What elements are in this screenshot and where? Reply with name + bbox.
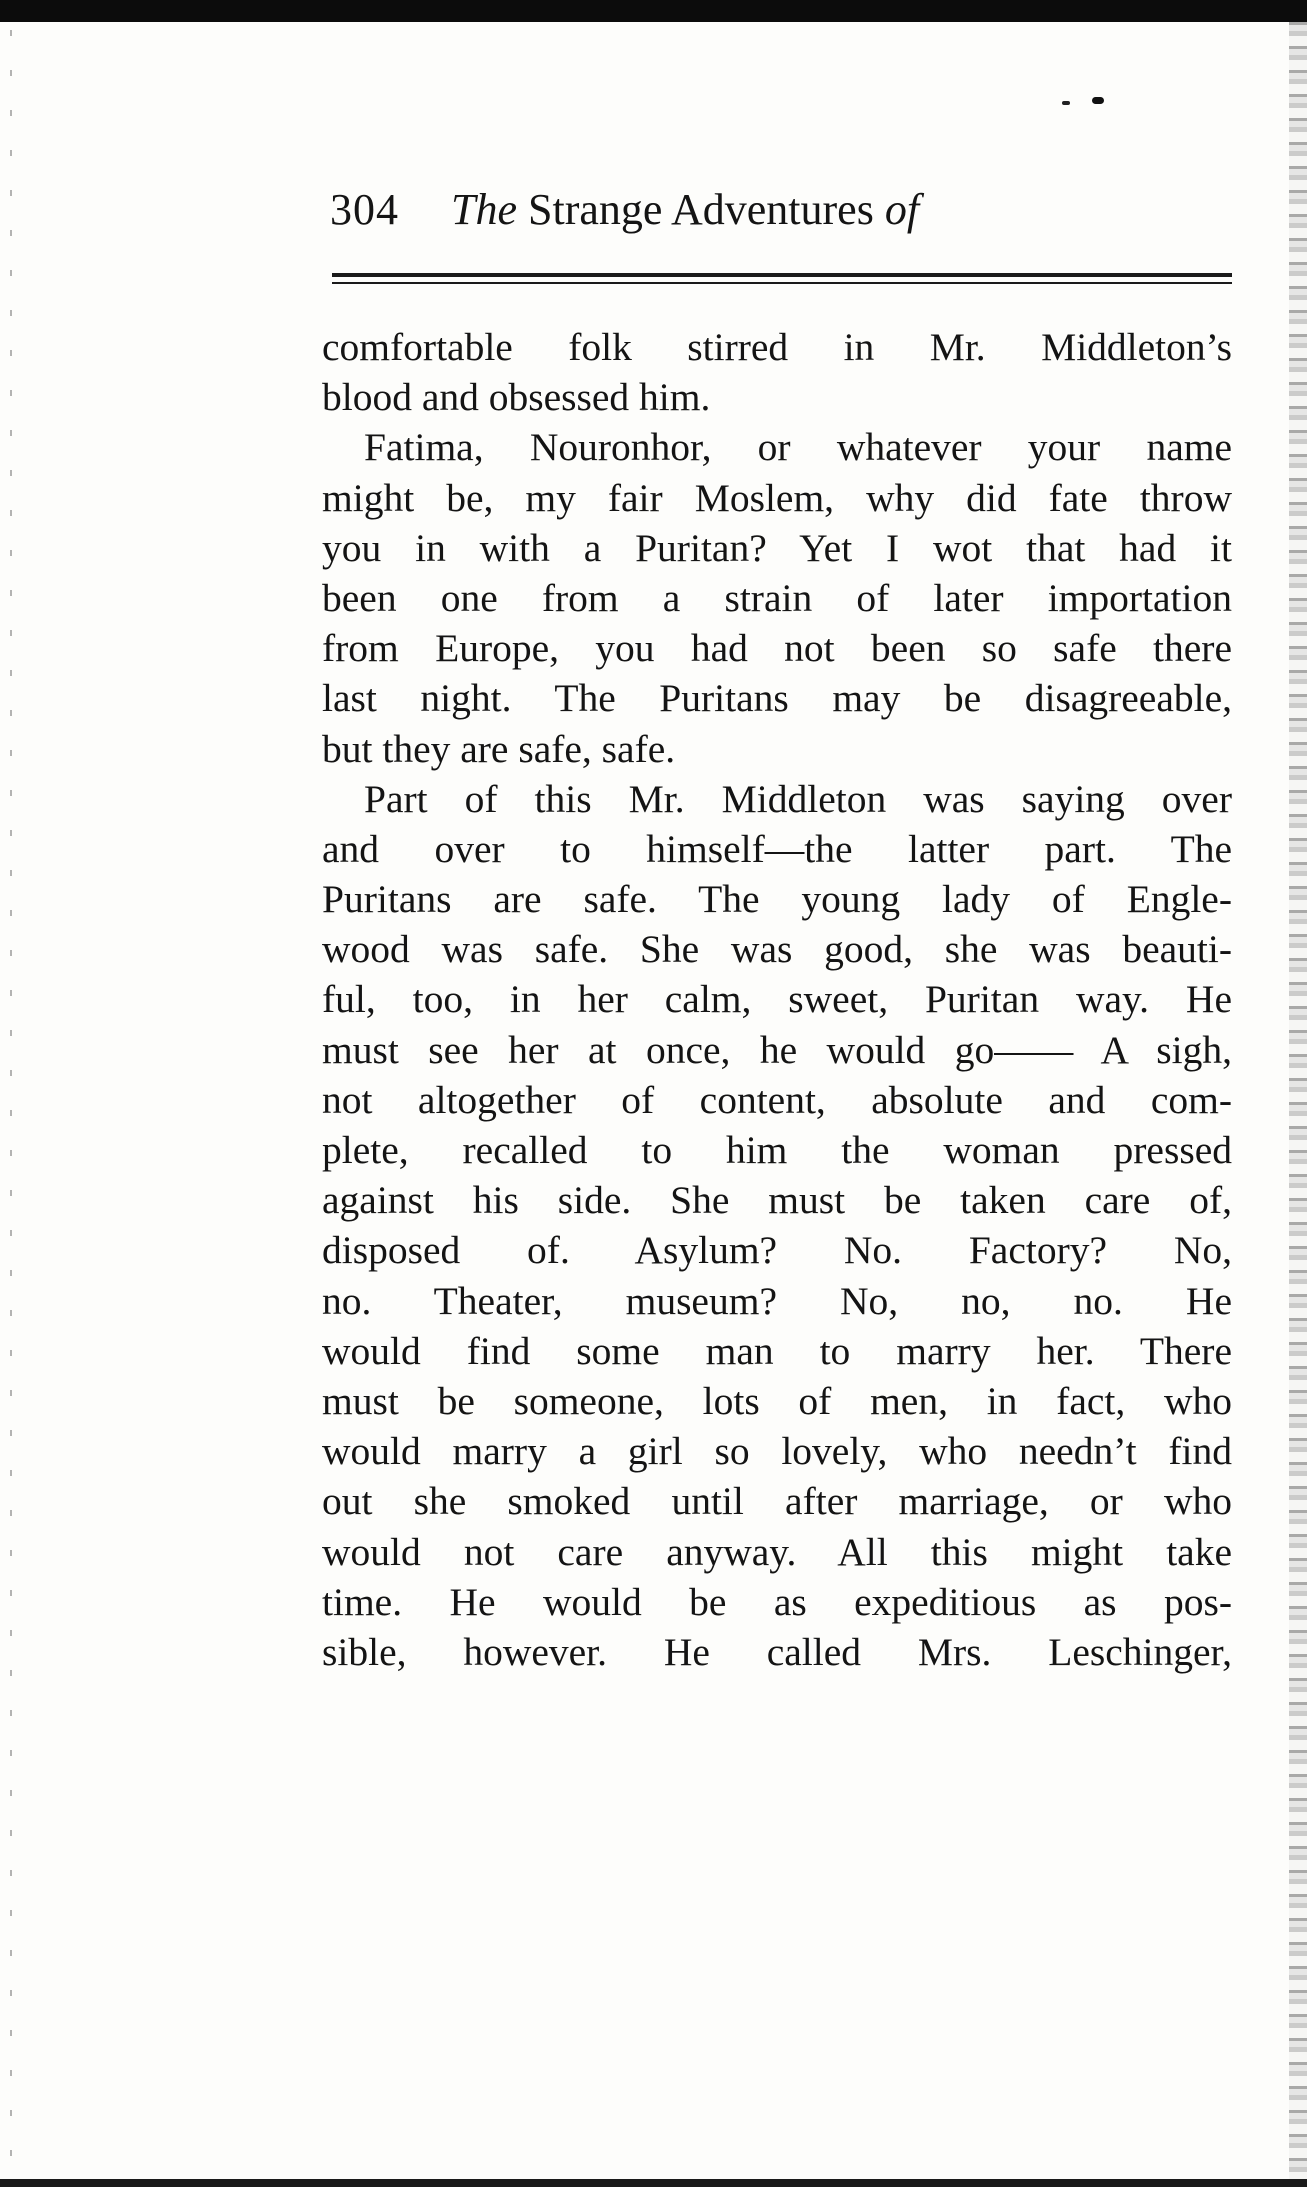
text-line: comfortable folk stirred in Mr. Middleton’s [322, 325, 1232, 369]
page-left-edge [10, 30, 12, 2170]
page-bottom-border [0, 2179, 1307, 2187]
ink-speck [1092, 97, 1104, 104]
text-line: would find some man to marry her. There [322, 1328, 1232, 1373]
text-line: you in with a Puritan? Yet I wot that had it [322, 525, 1232, 570]
text-line: Puritans are safe. The young lady of Engle- [322, 877, 1232, 922]
text-line: plete, recalled to him the woman pressed [322, 1128, 1232, 1172]
text-line: out she smoked until after marriage, or who [322, 1479, 1232, 1524]
ink-speck [1062, 101, 1070, 105]
text-line: might be, my fair Moslem, why did fate throw [322, 475, 1232, 520]
header-title-the: The [451, 185, 517, 234]
page-top-border [0, 0, 1307, 22]
body-text [322, 322, 1232, 1677]
text-line: wood was safe. She was good, she was beauti- [322, 927, 1232, 972]
text-line: last night. The Puritans may be disagreeable, [322, 676, 1232, 721]
text-line: no. Theater, museum? No, no, no. He [322, 1278, 1232, 1323]
text-line: blood and obsessed him. [322, 375, 711, 420]
text-line: not altogether of content, absolute and com- [322, 1077, 1232, 1122]
text-line: Part of this Mr. Middleton was saying over [364, 776, 1232, 821]
text-line: been one from a strain of later importation [322, 575, 1232, 620]
ink-specks [1058, 96, 1118, 110]
text-line: must see her at once, he would go—— A sigh, [322, 1027, 1232, 1072]
text-line: would marry a girl so lovely, who needn’t find [322, 1429, 1232, 1474]
text-line: would not care anyway. All this might take [322, 1529, 1232, 1574]
text-line: ful, too, in her calm, sweet, Puritan way. He [322, 977, 1232, 1022]
text-line: sible, however. He called Mrs. Leschinger, [322, 1629, 1232, 1674]
text-line: must be someone, lots of men, in fact, who [322, 1378, 1232, 1423]
text-line: disposed of. Asylum? No. Factory? No, [322, 1228, 1232, 1273]
page-right-edge [1289, 22, 1307, 2179]
header-title-middle: Strange Adventures [528, 185, 874, 234]
text-line: but they are safe, safe. [322, 726, 676, 771]
running-header [330, 175, 1230, 245]
text-line: against his side. She must be taken care of, [322, 1178, 1232, 1223]
header-title-of: of [884, 185, 920, 234]
text-line: from Europe, you had not been so safe there [322, 626, 1232, 671]
header-double-rule [332, 273, 1232, 284]
text-line: time. He would be as expeditious as pos- [322, 1579, 1232, 1624]
text-line: Fatima, Nouronhor, or whatever your name [364, 425, 1232, 470]
text-line: and over to himself—the latter part. The [322, 826, 1232, 871]
page-number: 304 [330, 185, 399, 234]
